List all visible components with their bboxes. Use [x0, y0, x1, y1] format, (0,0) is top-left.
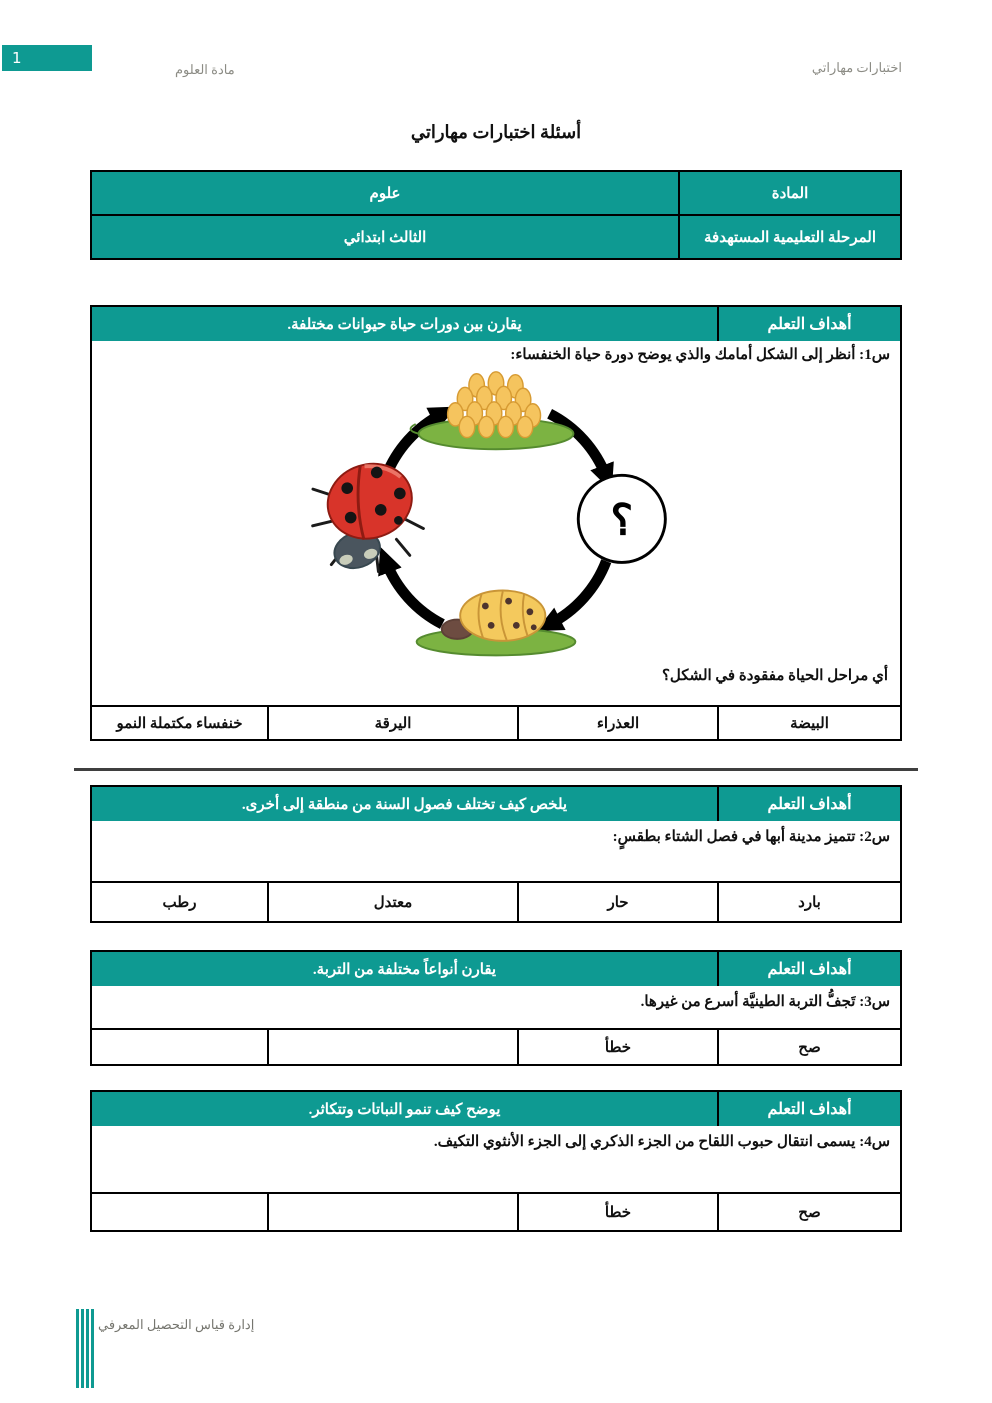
- objective-label-2: أهداف التعلم: [717, 787, 900, 821]
- info-table: [90, 170, 902, 260]
- question-text-1: س1: أنظر إلى الشكل أمامك والذي يوضح دورة حياة الخنفساء:: [510, 347, 890, 363]
- option-4-b: خطأ: [517, 1194, 717, 1230]
- question-text-4: س4: يسمى انتقال حبوب اللقاح من الجزء الذكري إلى الجزء الأنثوي التكيف.: [433, 1134, 890, 1150]
- question-text-3: س3: تَجفُّ التربة الطينيَّة أسرع من غيرها.: [640, 994, 890, 1010]
- option-1-c: اليرقة: [267, 707, 517, 739]
- option-2-b: حار: [517, 883, 717, 921]
- sub-question-text-1: أي مراحل الحياة مفقودة في الشكل؟: [661, 668, 888, 684]
- options-row-3: [92, 1028, 900, 1064]
- footer-tick-line: [76, 1309, 79, 1388]
- header-right-text: اختبارات مهاراتي: [811, 60, 902, 75]
- option-2-c: معتدل: [267, 883, 517, 921]
- option-4-a: صح: [717, 1194, 900, 1230]
- question-table-4: [90, 1090, 902, 1232]
- cycle-arrow-adult-to-eggs: [386, 414, 443, 477]
- objective-text-2: يلخص كيف تختلف فصول السنة من منطقة إلى أخرى.: [241, 796, 568, 813]
- eggs-stage-illustration: [411, 372, 574, 449]
- section-separator-rule: [74, 768, 918, 771]
- option-1-b: العذراء: [517, 707, 717, 739]
- objective-header-2: [92, 787, 900, 821]
- question-body-4: [92, 1126, 900, 1192]
- option-3-a: صح: [717, 1030, 900, 1064]
- objective-label-1: أهداف التعلم: [717, 307, 900, 341]
- missing-stage-circle: [578, 475, 665, 562]
- footer-tick-line: [91, 1309, 94, 1388]
- question-table-2: [90, 785, 902, 923]
- question-text-2: س2: تتميز مدينة أبها في فصل الشتاء بطقسٍ:: [612, 829, 890, 845]
- option-3-b: خطأ: [517, 1030, 717, 1064]
- option-2-d: رطب: [162, 894, 197, 911]
- question-table-1: [90, 305, 902, 741]
- info-label-subject: المادة: [678, 172, 900, 214]
- objective-header-1: [92, 307, 900, 341]
- options-row-2: [92, 881, 900, 921]
- info-value-stage: الثالث ابتدائي: [343, 229, 427, 246]
- life-cycle-diagram: [281, 366, 711, 666]
- option-3-c: [267, 1030, 517, 1064]
- cycle-arrow-eggs-to-missing: [550, 414, 607, 477]
- objective-header-3: [92, 952, 900, 986]
- question-body-3: [92, 986, 900, 1028]
- options-row-1: [92, 705, 900, 739]
- life-cycle-svg: [281, 366, 711, 666]
- objective-text-1: يقارن بين دورات حياة حيوانات مختلفة.: [287, 316, 522, 333]
- header-left-text: مادة العلوم: [175, 62, 235, 77]
- question-mark-glyph: ؟: [610, 497, 634, 545]
- page-title: أسئلة اختبارات مهاراتي: [410, 122, 582, 142]
- options-row-4: [92, 1192, 900, 1230]
- objective-text-4: يوضح كيف تنمو النباتات وتتكاثر.: [308, 1101, 501, 1118]
- objective-label-4: أهداف التعلم: [717, 1092, 900, 1126]
- cycle-arrow-pupa-to-adult: [386, 561, 443, 624]
- option-4-d: [92, 1194, 267, 1230]
- info-label-stage: المرحلة التعليمية المستهدفة: [678, 216, 900, 258]
- footer-tick-line: [86, 1309, 89, 1388]
- footer-tick-lines: [76, 1309, 94, 1388]
- question-table-3: [90, 950, 902, 1066]
- option-2-a: بارد: [717, 883, 900, 921]
- footer-tick-line: [81, 1309, 84, 1388]
- footer-text: إدارة قياس التحصيل المعرفي: [98, 1317, 255, 1332]
- question-body-1: [92, 341, 900, 705]
- objective-text-3: يقارن أنواعاً مختلفة من التربة.: [312, 961, 497, 978]
- objective-label-3: أهداف التعلم: [717, 952, 900, 986]
- page-number-badge: 1: [2, 45, 92, 71]
- info-row-stage: [92, 214, 900, 258]
- cycle-arrow-missing-to-pupa: [550, 561, 607, 624]
- option-1-d: خنفساء مكتملة النمو: [116, 715, 243, 732]
- info-value-subject: علوم: [369, 185, 401, 202]
- question-body-2: [92, 821, 900, 881]
- option-3-d: [92, 1030, 267, 1064]
- adult-ladybug-illustration: [300, 453, 432, 587]
- objective-header-4: [92, 1092, 900, 1126]
- option-4-c: [267, 1194, 517, 1230]
- option-1-a: البيضة: [717, 707, 900, 739]
- info-row-subject: [92, 172, 900, 214]
